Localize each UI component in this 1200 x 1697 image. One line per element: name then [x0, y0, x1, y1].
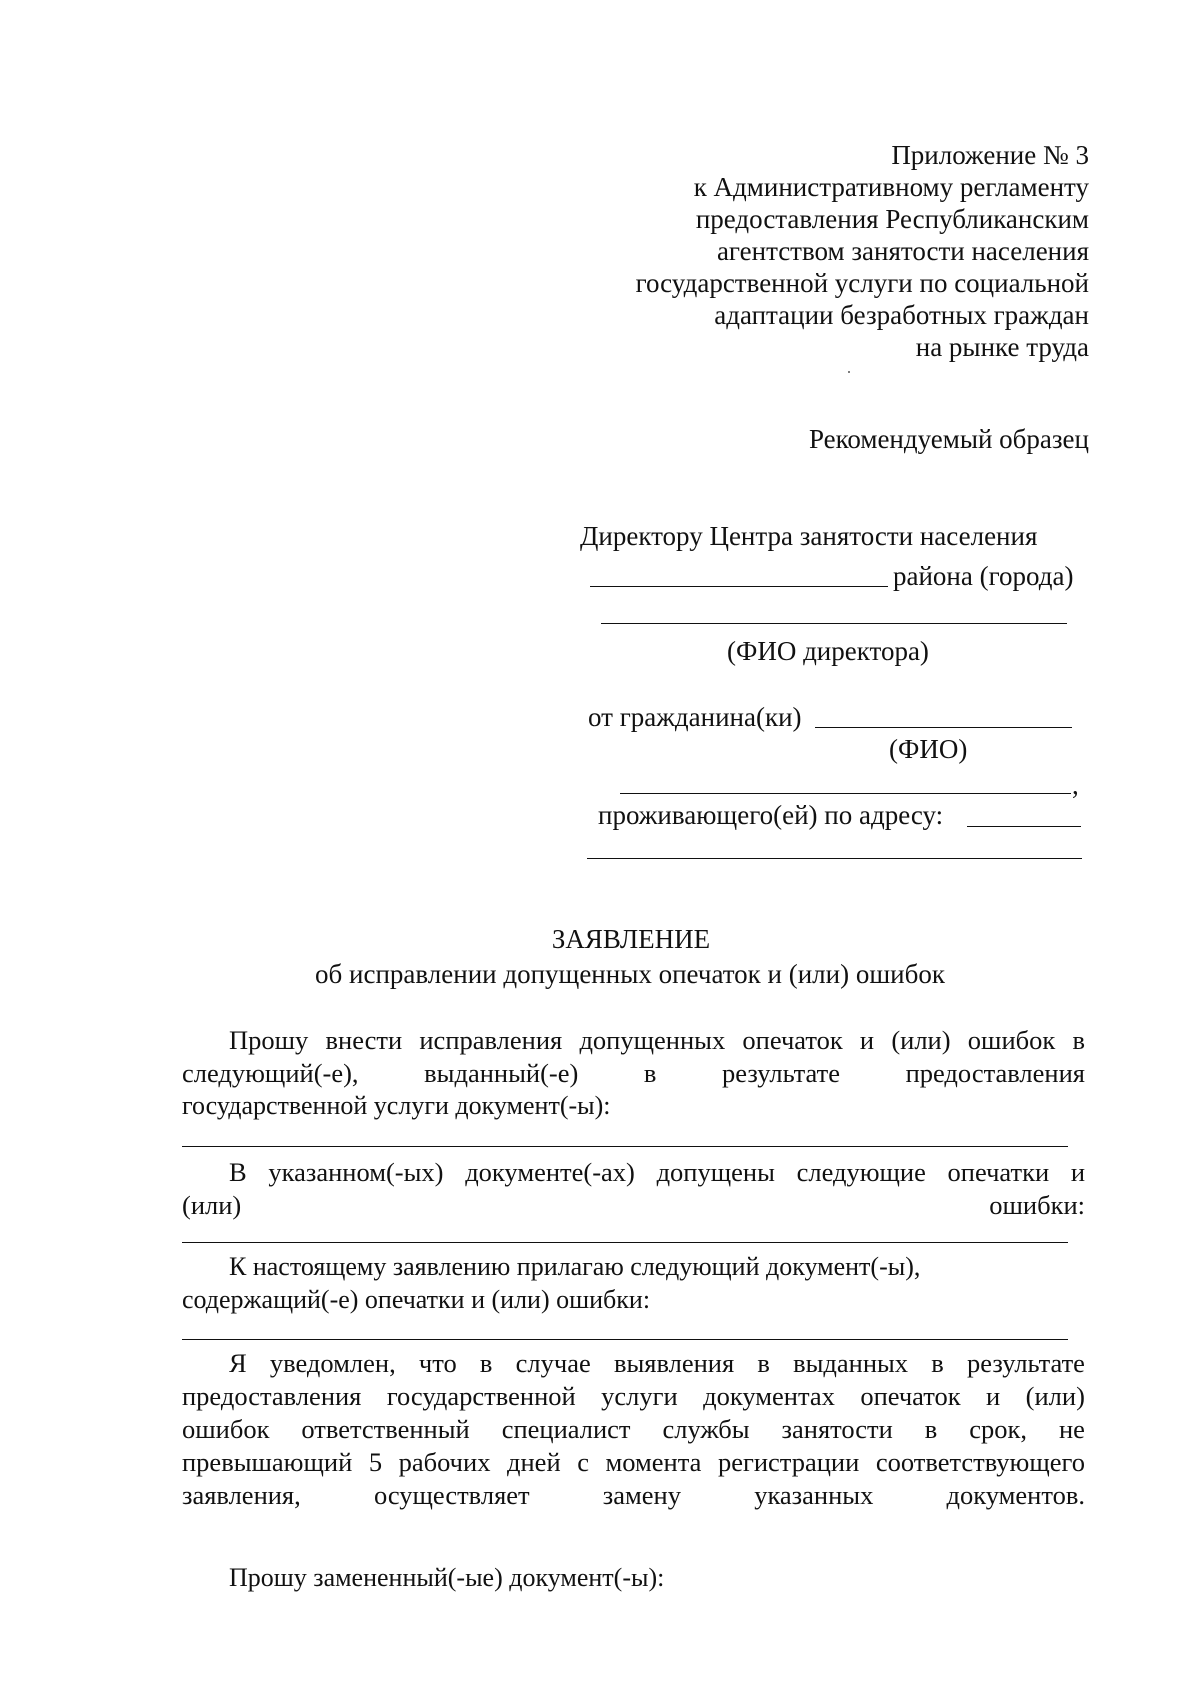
appendix-line: агентством занятости населения [716, 236, 1089, 266]
citizen-name-field[interactable] [815, 727, 1072, 728]
word: предоставления [905, 1058, 1085, 1088]
word: специалист [501, 1414, 631, 1444]
word: момента [605, 1447, 702, 1477]
word: результате [966, 1348, 1085, 1378]
word: выданный(-е) [424, 1058, 579, 1088]
document-subtitle: об исправлении допущенных опечаток и (или) ошибок [315, 959, 945, 989]
word: предоставления [182, 1381, 362, 1411]
word: в [757, 1348, 770, 1378]
word: не [1058, 1414, 1085, 1444]
word: документе(-ах) [465, 1157, 635, 1187]
word: рабочих [398, 1447, 491, 1477]
word: службы [662, 1414, 750, 1444]
word: Я [229, 1348, 247, 1378]
appendix-line: государственной услуги по социальной [635, 268, 1089, 298]
word: соответствующего [875, 1447, 1085, 1477]
paragraph-4-line-2 [182, 1383, 1085, 1410]
word: государственной [386, 1381, 576, 1411]
word: уведомлен, [269, 1348, 396, 1378]
documents-field[interactable] [182, 1146, 1068, 1147]
word: допущенных [579, 1025, 726, 1055]
from-citizen-label: от гражданина(ки) [588, 702, 802, 732]
paragraph-1-line-1 [229, 1027, 1085, 1054]
to-director-line: Директору Центра занятости населения [580, 521, 1038, 551]
word: результате [722, 1058, 840, 1088]
word: указанном(-ых) [268, 1157, 444, 1187]
district-name-field[interactable] [590, 586, 888, 587]
word: занятости [781, 1414, 893, 1444]
word: с [577, 1447, 589, 1477]
word: выявления [613, 1348, 735, 1378]
paragraph-4-line-5 [182, 1482, 1085, 1509]
attachments-field[interactable] [182, 1339, 1068, 1340]
word: в [479, 1348, 493, 1378]
paragraph-3-line-1: К настоящему заявлению прилагаю следующий документ(-ы), [229, 1252, 921, 1281]
word: и [859, 1025, 875, 1055]
appendix-line: на рынке труда [915, 332, 1089, 362]
paragraph-1-line-2 [182, 1060, 1085, 1087]
word: опечаток [860, 1381, 961, 1411]
paragraph-5: Прошу замененный(-ые) документ(-ы): [229, 1563, 665, 1592]
word: ошибок [967, 1025, 1056, 1055]
word: случае [515, 1348, 591, 1378]
word: регистрации [717, 1447, 860, 1477]
scan-speck [848, 371, 850, 373]
word: (или) [1025, 1381, 1085, 1411]
errors-field[interactable] [182, 1242, 1068, 1243]
word: 5 [368, 1447, 383, 1477]
address-field[interactable] [967, 826, 1081, 827]
residing-label: проживающего(ей) по адресу: [598, 800, 944, 830]
word: заявления, [182, 1480, 301, 1510]
appendix-line: Приложение № 3 [891, 140, 1089, 170]
word: превышающий [182, 1447, 353, 1477]
word: в [643, 1058, 657, 1088]
word: документов. [946, 1480, 1085, 1510]
appendix-line: адаптации безработных граждан [714, 300, 1089, 330]
word: следующие [796, 1157, 926, 1187]
word: указанных [754, 1480, 874, 1510]
word: исправления [419, 1025, 563, 1055]
appendix-line: предоставления Республиканским [695, 204, 1089, 234]
word: допущены [656, 1157, 775, 1187]
paragraph-2-line-1 [229, 1159, 1085, 1186]
word: опечатки [947, 1157, 1050, 1187]
word: (или) [182, 1190, 242, 1220]
word: услуги [601, 1381, 678, 1411]
citizen-name-caption: (ФИО) [889, 734, 968, 764]
word: и [986, 1381, 1001, 1411]
address-field-continued[interactable] [587, 858, 1082, 859]
word: В [229, 1157, 247, 1187]
director-name-caption: (ФИО директора) [727, 636, 929, 666]
paragraph-4-line-3 [182, 1416, 1085, 1443]
director-name-field[interactable] [601, 623, 1067, 624]
paragraph-2-line-2 [182, 1192, 1085, 1219]
word: следующий(-е), [182, 1058, 359, 1088]
word: в [1072, 1025, 1085, 1055]
word: срок, [969, 1414, 1028, 1444]
citizen-extra-field[interactable] [620, 793, 1071, 794]
word: опечаток [742, 1025, 843, 1055]
word: в [924, 1414, 938, 1444]
word: (или) [891, 1025, 951, 1055]
word: и [1070, 1157, 1085, 1187]
word: ошибок [182, 1414, 270, 1444]
word: замену [602, 1480, 681, 1510]
paragraph-4-line-4 [182, 1449, 1085, 1476]
word: Прошу [229, 1025, 309, 1055]
comma: , [1072, 770, 1079, 800]
word: дней [507, 1447, 561, 1477]
word: документах [703, 1381, 835, 1411]
word: что [418, 1348, 457, 1378]
word: ошибки: [989, 1190, 1085, 1220]
document-title: ЗАЯВЛЕНИЕ [551, 924, 711, 954]
appendix-line: к Административному регламенту [693, 172, 1089, 202]
word: внести [325, 1025, 403, 1055]
paragraph-3-line-2: содержащий(-е) опечатки и (или) ошибки: [182, 1285, 651, 1314]
word: в [931, 1348, 944, 1378]
paragraph-1-line-3: государственной услуги документ(-ы): [182, 1091, 611, 1120]
sample-label: Рекомендуемый образец [808, 424, 1089, 454]
paragraph-4-line-1 [229, 1350, 1085, 1377]
word: осуществляет [373, 1480, 530, 1510]
district-suffix: района (города) [893, 561, 1074, 591]
word: выданных [793, 1348, 909, 1378]
word: ответственный [301, 1414, 470, 1444]
